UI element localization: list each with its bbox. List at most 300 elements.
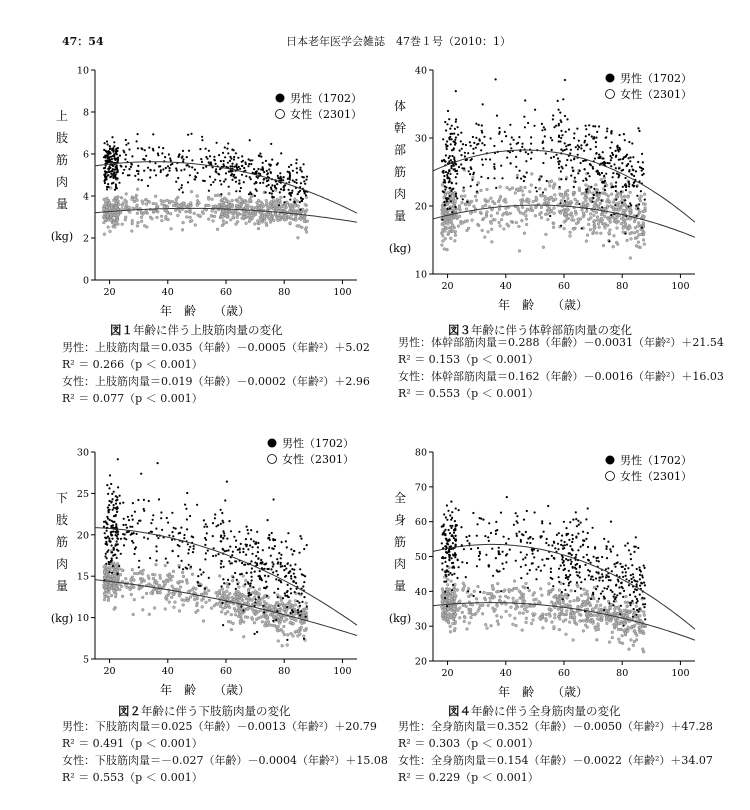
female-point	[276, 207, 279, 210]
female-point	[296, 211, 299, 214]
male-point	[632, 156, 634, 158]
female-point	[448, 599, 451, 602]
female-point	[135, 194, 138, 197]
male-point	[259, 153, 261, 155]
legend-female-marker	[606, 90, 615, 99]
male-point	[112, 565, 114, 567]
female-point	[178, 610, 181, 613]
male-point	[450, 143, 452, 145]
male-point	[238, 531, 240, 533]
female-point	[540, 216, 543, 219]
x-axis-label: 年 齢 （歳）	[160, 304, 251, 318]
male-point	[611, 157, 613, 159]
male-point	[595, 146, 597, 148]
male-point	[290, 592, 292, 594]
female-point	[481, 229, 484, 232]
female-point	[514, 192, 517, 195]
male-point	[250, 582, 252, 584]
female-point	[628, 611, 631, 614]
female-point	[635, 634, 638, 637]
y-axis-label-char: 肉	[55, 557, 69, 571]
male-point	[564, 589, 566, 591]
y-tick-label: 5	[82, 654, 89, 666]
figure-3-equations	[398, 334, 724, 402]
female-point	[532, 200, 535, 203]
female-point	[490, 214, 493, 217]
female-point	[447, 620, 450, 623]
male-point	[446, 176, 448, 178]
male-point	[518, 531, 520, 533]
male-point	[285, 540, 287, 542]
figure-3-r2-female: R² ＝ 0.553（p ＜ 0.001）	[398, 387, 539, 400]
figure-1-title: 年齢に伴う上肢筋肉量の変化	[133, 323, 283, 337]
male-point	[186, 518, 188, 520]
male-point	[565, 558, 567, 560]
male-point	[245, 538, 247, 540]
male-point	[451, 188, 453, 190]
female-point	[499, 595, 502, 598]
male-point	[126, 531, 128, 533]
male-point	[637, 207, 639, 209]
male-point	[278, 552, 280, 554]
female-point	[185, 216, 188, 219]
male-point	[442, 138, 444, 140]
female-point	[633, 629, 636, 632]
female-point	[526, 606, 529, 609]
female-point	[530, 184, 533, 187]
male-point	[123, 537, 125, 539]
male-point	[205, 156, 207, 158]
male-point	[180, 169, 182, 171]
male-point	[452, 149, 454, 151]
female-point	[609, 620, 612, 623]
male-point	[225, 172, 227, 174]
female-point	[637, 225, 640, 228]
female-point	[108, 591, 111, 594]
legend-male-label: 男性（1702）	[290, 92, 362, 105]
female-point	[263, 624, 266, 627]
male-point	[592, 125, 594, 127]
male-point	[625, 189, 627, 191]
male-point	[455, 136, 457, 138]
y-axis-label-char: 肢	[55, 513, 69, 527]
male-point	[283, 176, 285, 178]
figure-1-r2-female: R² ＝ 0.077（p ＜ 0.001）	[62, 392, 203, 405]
female-point	[225, 595, 228, 598]
male-point	[636, 195, 638, 197]
male-point	[469, 173, 471, 175]
male-point	[117, 507, 119, 509]
female-point	[528, 190, 531, 193]
female-point	[163, 582, 166, 585]
female-point	[175, 201, 178, 204]
male-point	[620, 191, 622, 193]
female-point	[284, 611, 287, 614]
female-point	[450, 228, 453, 231]
male-point	[596, 560, 598, 562]
female-point	[630, 238, 633, 241]
female-point	[619, 628, 622, 631]
female-point	[592, 210, 595, 213]
male-point	[606, 546, 608, 548]
female-point	[452, 205, 455, 208]
female-point	[103, 565, 106, 568]
male-point	[481, 124, 483, 126]
female-point	[518, 590, 521, 593]
male-point	[106, 152, 108, 154]
male-point	[448, 169, 450, 171]
female-point	[156, 205, 159, 208]
female-point	[573, 228, 576, 231]
female-point	[196, 602, 199, 605]
male-point	[267, 179, 269, 181]
female-point	[119, 573, 122, 576]
male-point	[306, 544, 308, 546]
female-point	[244, 616, 247, 619]
female-point	[232, 622, 235, 625]
male-point	[251, 567, 253, 569]
male-point	[641, 597, 643, 599]
male-point	[241, 155, 243, 157]
female-point	[511, 589, 514, 592]
female-point	[170, 227, 173, 230]
male-point	[449, 572, 451, 574]
male-point	[107, 183, 109, 185]
male-point	[259, 182, 261, 184]
female-point	[140, 216, 143, 219]
female-point	[597, 223, 600, 226]
female-point	[558, 589, 561, 592]
male-point	[596, 131, 598, 133]
female-point	[161, 203, 164, 206]
male-point	[113, 145, 115, 147]
female-point	[642, 650, 645, 653]
male-point	[270, 555, 272, 557]
male-point	[592, 201, 594, 203]
x-axis-label: 年 齢 （歳）	[498, 685, 589, 699]
male-point	[250, 529, 252, 531]
female-point	[513, 580, 516, 583]
female-point	[473, 205, 476, 208]
male-point	[229, 165, 231, 167]
male-point	[112, 177, 114, 179]
male-point	[136, 140, 138, 142]
male-point	[213, 547, 215, 549]
male-point	[221, 512, 223, 514]
male-point	[194, 169, 196, 171]
female-point	[484, 204, 487, 207]
male-point	[441, 160, 443, 162]
male-point	[288, 166, 290, 168]
male-point	[615, 167, 617, 169]
male-point	[593, 188, 595, 190]
male-point	[633, 551, 635, 553]
male-point	[225, 178, 227, 180]
male-point	[482, 103, 484, 105]
male-point	[460, 132, 462, 134]
female-point	[640, 233, 643, 236]
female-point	[133, 200, 136, 203]
male-point	[253, 540, 255, 542]
x-tick-label: 20	[103, 666, 116, 677]
male-point	[284, 184, 286, 186]
female-point	[508, 188, 511, 191]
male-point	[618, 167, 620, 169]
male-point	[299, 209, 301, 211]
male-point	[113, 171, 115, 173]
female-point	[540, 194, 543, 197]
male-point	[109, 148, 111, 150]
female-point	[548, 185, 551, 188]
male-point	[599, 192, 601, 194]
male-point	[516, 143, 518, 145]
male-point	[243, 564, 245, 566]
male-point	[566, 148, 568, 150]
male-point	[538, 178, 540, 180]
female-point	[152, 577, 155, 580]
male-point	[543, 126, 545, 128]
female-point	[221, 198, 224, 201]
male-point	[631, 600, 633, 602]
female-point	[571, 612, 574, 615]
male-point	[108, 171, 110, 173]
male-point	[185, 508, 187, 510]
male-point	[573, 186, 575, 188]
male-point	[280, 566, 282, 568]
male-point	[585, 188, 587, 190]
female-point	[559, 212, 562, 215]
female-point	[224, 612, 227, 615]
male-point	[237, 157, 239, 159]
male-point	[455, 121, 457, 123]
male-point	[550, 571, 552, 573]
male-point	[290, 164, 292, 166]
male-point	[239, 551, 241, 553]
male-point	[248, 193, 250, 195]
male-point	[558, 109, 560, 111]
male-point	[259, 578, 261, 580]
male-point	[565, 178, 567, 180]
female-point	[216, 595, 219, 598]
male-point	[553, 126, 555, 128]
female-point	[610, 193, 613, 196]
female-point	[582, 600, 585, 603]
male-point	[111, 534, 113, 536]
female-point	[152, 210, 155, 213]
male-point	[500, 165, 502, 167]
male-point	[115, 503, 117, 505]
male-point	[285, 575, 287, 577]
male-point	[457, 134, 459, 136]
female-point	[512, 597, 515, 600]
female-point	[163, 200, 166, 203]
male-point	[210, 161, 212, 163]
female-point	[441, 184, 444, 187]
female-point	[451, 224, 454, 227]
male-point	[129, 526, 131, 528]
male-point	[118, 565, 120, 567]
y-tick-label: 8	[82, 107, 89, 119]
male-point	[616, 173, 618, 175]
male-point	[165, 167, 167, 169]
female-point	[470, 593, 473, 596]
male-point	[111, 572, 113, 574]
y-axis-label-char: 肢	[55, 131, 69, 145]
female-point	[560, 608, 563, 611]
male-point	[560, 121, 562, 123]
x-tick-label: 40	[161, 287, 174, 298]
male-point	[112, 498, 114, 500]
male-point	[230, 174, 232, 176]
male-point	[189, 546, 191, 548]
female-point	[475, 199, 478, 202]
male-point	[263, 171, 265, 173]
female-point	[597, 205, 600, 208]
figure-4-chart	[378, 435, 708, 705]
female-point	[121, 569, 124, 572]
male-point	[262, 182, 264, 184]
male-point	[111, 501, 113, 503]
male-point	[586, 179, 588, 181]
male-point	[584, 168, 586, 170]
male-point	[123, 169, 125, 171]
male-point	[603, 538, 605, 540]
female-point	[465, 605, 468, 608]
male-point	[127, 142, 129, 144]
female-point	[527, 201, 530, 204]
female-point	[633, 624, 636, 627]
male-point	[560, 130, 562, 132]
female-point	[623, 609, 626, 612]
male-point	[558, 576, 560, 578]
female-point	[297, 205, 300, 208]
male-point	[299, 605, 301, 607]
male-point	[575, 554, 577, 556]
legend-female-marker	[276, 110, 285, 119]
female-point	[458, 215, 461, 218]
male-point	[571, 541, 573, 543]
male-point	[524, 557, 526, 559]
male-point	[571, 534, 573, 536]
male-point	[443, 513, 445, 515]
male-point	[251, 579, 253, 581]
male-point	[254, 195, 256, 197]
female-point	[473, 613, 476, 616]
female-point	[238, 196, 241, 199]
male-point	[271, 193, 273, 195]
female-point	[585, 184, 588, 187]
female-point	[164, 564, 167, 567]
female-point	[103, 598, 106, 601]
figure-2-equations	[62, 718, 388, 786]
male-point	[233, 149, 235, 151]
female-point	[446, 578, 449, 581]
male-point	[295, 179, 297, 181]
male-point	[443, 201, 445, 203]
figure-2-eq-female: 女性：下肢筋肉量＝－0.027（年齢）－0.0004（年齢²）＋15.08	[62, 754, 388, 767]
female-point	[504, 595, 507, 598]
male-point	[529, 542, 531, 544]
male-point	[138, 560, 140, 562]
male-point	[625, 155, 627, 157]
female-point	[643, 210, 646, 213]
female-point	[596, 618, 599, 621]
y-axis-unit: (kg)	[388, 242, 412, 255]
female-point	[268, 623, 271, 626]
male-point	[616, 594, 618, 596]
male-point	[299, 201, 301, 203]
male-point	[455, 176, 457, 178]
female-point	[447, 615, 450, 618]
male-point	[606, 588, 608, 590]
male-point	[113, 175, 115, 177]
female-point	[231, 596, 234, 599]
female-point	[193, 598, 196, 601]
female-point	[253, 611, 256, 614]
female-point	[231, 199, 234, 202]
male-point	[281, 541, 283, 543]
male-point	[629, 602, 631, 604]
female-point	[200, 599, 203, 602]
male-point	[271, 196, 273, 198]
male-point	[510, 162, 512, 164]
male-point	[115, 183, 117, 185]
male-point	[245, 554, 247, 556]
male-point	[445, 516, 447, 518]
male-point	[181, 560, 183, 562]
male-point	[446, 140, 448, 142]
male-point	[280, 152, 282, 154]
y-axis-label-char: 肉	[393, 557, 407, 571]
male-point	[235, 152, 237, 154]
male-point	[260, 559, 262, 561]
male-point	[219, 180, 221, 182]
male-point	[481, 158, 483, 160]
male-point	[541, 559, 543, 561]
female-point	[441, 230, 444, 233]
male-point	[286, 639, 288, 641]
male-point	[183, 168, 185, 170]
male-point	[290, 577, 292, 579]
male-point	[304, 183, 306, 185]
male-point	[509, 124, 511, 126]
male-point	[287, 562, 289, 564]
female-point	[605, 193, 608, 196]
male-point	[143, 510, 145, 512]
female-point	[211, 198, 214, 201]
male-point	[280, 554, 282, 556]
female-point	[236, 596, 239, 599]
male-point	[245, 544, 247, 546]
male-point	[575, 511, 577, 513]
female-point	[466, 229, 469, 232]
male-point	[625, 575, 627, 577]
female-point	[189, 596, 192, 599]
male-point	[444, 561, 446, 563]
male-point	[113, 504, 115, 506]
male-point	[291, 568, 293, 570]
male-point	[446, 504, 448, 506]
male-point	[495, 187, 497, 189]
male-point	[451, 525, 453, 527]
male-point	[116, 557, 118, 559]
male-point	[551, 149, 553, 151]
female-point	[599, 232, 602, 235]
male-point	[575, 146, 577, 148]
female-point	[441, 244, 444, 247]
male-point	[137, 165, 139, 167]
male-point	[441, 219, 443, 221]
